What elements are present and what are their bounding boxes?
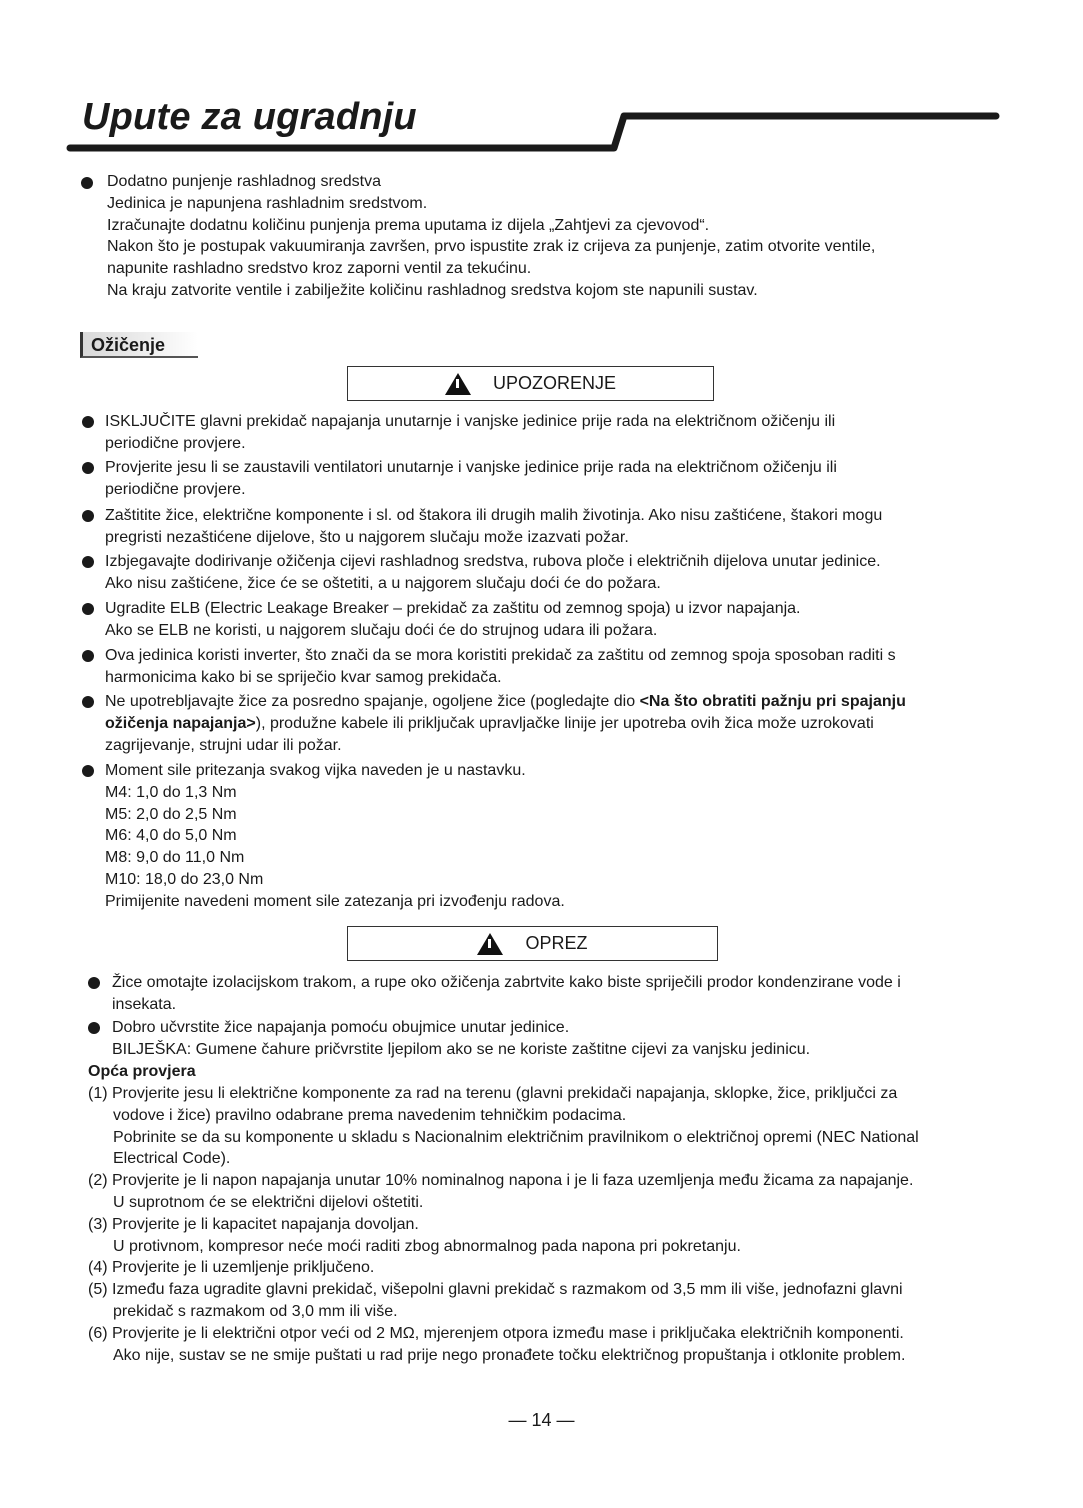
bullet-icon [88,1022,100,1034]
warning-label: UPOZORENJE [492,373,616,393]
bullet-icon [82,556,94,568]
refrigerant-charging-paragraph [107,171,875,302]
text-line: Nakon što je postupak vakuumiranja završen, prvo ispustite zrak iz crijeva za punjenje, zatim otvorite ventile, [107,238,876,256]
text-line: napunite rashladno sredstvo kroz zaporni ventil za tekućinu. [107,260,532,278]
warning-item: Izbjegavajte dodirivanje ožičenja cijevi rashladnog sredstva, rubova ploče i električnih dijelova unutar jedinice. Ako nisu zaštićene, žice će se oštetiti, a u najgorem slučaju doći će do požara. [105,553,881,592]
text-line: Jedinica je napunjena rashladnim sredstvom. [107,194,428,212]
bullet-icon [82,765,94,777]
page-title: Upute za ugradnju [82,96,417,138]
warning-item: Ugradite ELB (Electric Leakage Breaker – prekidač za zaštitu od zemnog spoja) u izvor napajanja. Ako se ELB ne koristi, u najgorem slučaju doći će do strujnog udara ili požara. [105,600,801,639]
bullet-icon [88,977,100,989]
warning-item: Zaštitite žice, električne komponente i sl. od štakora ili drugih malih životinja. Ako nisu zaštićene, štakori mogu pregristi nezaštićene dijelove, što u najgorem slučaju može izazvati požar. [105,507,883,546]
warning-item: Ova jedinica koristi inverter, što znači da se mora koristiti prekidač za zaštitu od zemnog spoja sposoban raditi s harmonicima kako bi se spriječio kvar samog prekidača. [105,647,896,686]
bullet-icon [82,696,94,708]
warning-triangle-icon [445,373,471,395]
warning-banner [347,366,714,401]
bullet-icon [81,177,93,189]
bullet-icon [82,462,94,474]
torque-list: Moment sile pritezanja svakog vijka naveden je u nastavku. M4: 1,0 do 1,3 Nm M5: 2,0 do 2,5 Nm M6: 4,0 do 5,0 Nm M8: 9,0 do 11,0 Nm M10: 18,0 do 23,0 Nm Primijenite navedeni moment sile zatezanja pri izvođenju radova. [105,762,565,910]
text-line: Izračunajte dodatnu količinu punjenja prema uputama iz dijela „Zahtjevi za cjevovod“. [107,216,710,234]
section-heading-wiring: Ožičenje [80,332,198,358]
text-line: Na kraju zatvorite ventile i zabilježite količinu rashladnog sredstva kojom ste napunili sustav. [107,281,758,299]
title-rule [66,108,1006,156]
text-line: Dodatno punjenje rashladnog sredstva [107,173,381,190]
caution-item: Žice omotajte izolacijskom trakom, a rupe oko ožičenja zabrtvite kako biste spriječili prodor kondenzirane vode i insekata. [112,974,901,1013]
caution-banner [347,926,718,961]
warning-triangle-icon [477,933,503,955]
caution-item: Dobro učvrstite žice napajanja pomoću obujmice unutar jedinice. BILJEŠKA: Gumene čahure pričvrstite ljepilom ako se ne koriste zaštitne cijevi za vanjsku jedinicu. [112,1019,811,1058]
general-check-heading: Opća provjera [88,1063,196,1080]
bullet-icon [82,650,94,662]
bullet-icon [82,510,94,522]
page-number: — 14 — [508,1410,575,1430]
caution-label: OPREZ [525,933,588,953]
warning-item: ISKLJUČITE glavni prekidač napajanja unutarnje i vanjske jedinice prije rada na električnom ožičenju ili periodične provjere. [105,413,836,452]
warning-item: Ne upotrebljavajte žice za posredno spajanje, ogoljene žice (pogledajte dio <Na što obratiti pažnju pri spajanju ožičenja napajanja>), produžne kabele ili priključak upravljačke linije jer upotreba ovih žica može uzrokovati zagrijevanje, strujni udar ili požar. [105,693,906,754]
check-item: (1) Provjerite jesu li električne komponente za rad na terenu (glavni prekidači napajanja, sklopke, žice, priključci za vodove i žice) pravilno odabrane prema navedenim tehničkim podacima. Pobrinite se da su komponente u skladu s Nacionalnim električnim pravilnikom o električnoj opremi (NEC National Electrical Code). (2) Provjerite je li napon napajanja unutar 10% nominalnog napona i je li faza uzemljenja među žicama za napajanje. U suprotnom će se električni dijelovi oštetiti. (3) Provjerite je li kapacitet napajanja dovoljan. U protivnom, kompresor neće moći raditi zbog abnormalnog pada napona pri pokretanju. (4) Provjerite je li uzemljenje priključeno. (5) Između faza ugradite glavni prekidač, višepolni glavni prekidač s razmakom od 3,5 mm ili više, jednofazni glavni prekidač s razmakom od 3,0 mm ili više. (6) Provjerite je li električni otpor veći od 2 MΩ, mjerenjem otpora između mase i priključaka električnih komponenti. Ako nije, sustav se ne smije puštati u rad prije nego pronađete točku električnog propuštanja i otklonite problem. [88,1085,919,1364]
warning-item: Provjerite jesu li se zaustavili ventilatori unutarnje i vanjske jedinice prije rada na električnom ožičenju ili periodične provjere. [105,459,837,498]
bullet-icon [82,416,94,428]
bullet-icon [82,603,94,615]
